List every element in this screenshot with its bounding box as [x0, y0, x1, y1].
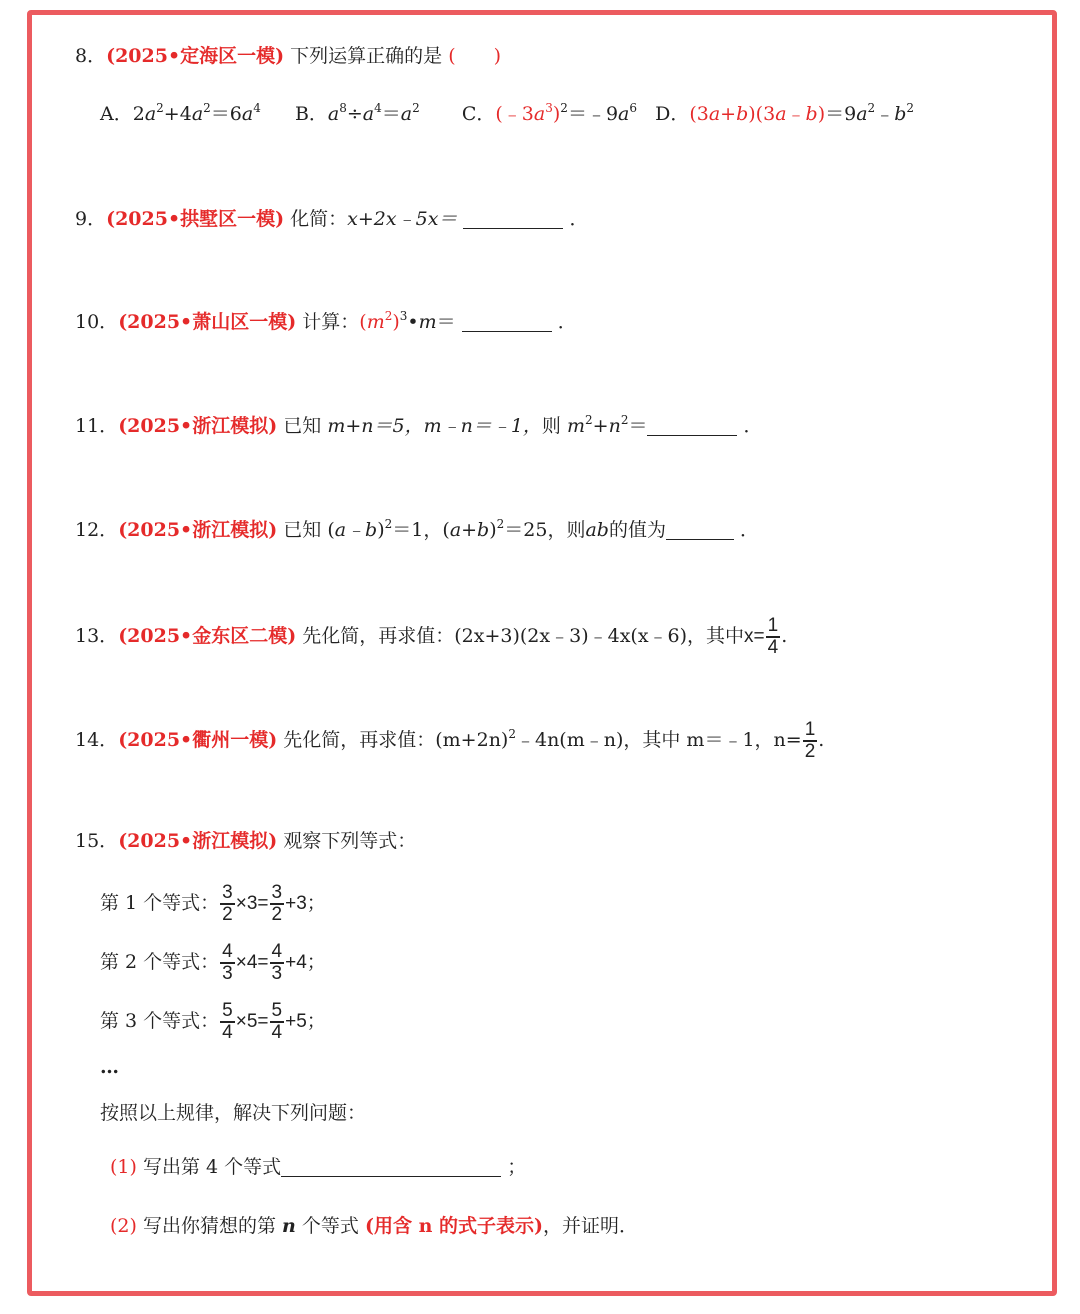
question-text: 已知	[283, 415, 322, 437]
part-2: (2) 写出你猜想的第 n 个等式 (用含 n 的式子表示)，并证明．	[110, 1215, 639, 1237]
question-number: 9．	[75, 208, 107, 230]
answer-blank[interactable]	[666, 519, 734, 540]
question-text: 下列运算正确的是	[290, 45, 443, 67]
question-source: (2025•金东区二模)	[118, 625, 297, 647]
equation-3: 第 3 个等式： $\frac{5}{4}$ ×5= $\frac{5}{4}$ +5；	[100, 1000, 326, 1043]
question-number: 11．	[75, 415, 119, 437]
answer-blank[interactable]	[462, 311, 552, 332]
option-b: B．$a^8\div a^4=a^2$	[294, 101, 420, 125]
question-8	[75, 42, 501, 70]
answer-blank[interactable]	[463, 208, 563, 229]
question-number: 8．	[75, 45, 107, 67]
question-text: 观察下列等式：	[283, 830, 417, 852]
question-number: 15．	[75, 830, 119, 852]
expression: x+2x﹣5x＝	[347, 208, 458, 230]
question-14: 14．(2025•衢州一模) 先化简，再求值：$(m+2n)^2﹣4n(m﹣n)$，其中 m＝﹣1，n= $\frac{1}{2}$ .	[75, 719, 825, 762]
option-c: C．$(﹣3a^3)^2=﹣9a^6$	[461, 101, 637, 125]
expression: (a﹣b)$^2$＝1，$(a+b)^2=25$，则ab的值为	[327, 517, 666, 541]
question-11: 11．(2025•浙江模拟) 已知 m+n＝5，m﹣n＝﹣1，则 $m^2+n^2=$ ．	[75, 413, 763, 437]
answer-blank[interactable]	[281, 1156, 501, 1177]
expression: $m^2+n^2=$	[566, 413, 648, 437]
question-12: 12．(2025•浙江模拟) 已知 (a﹣b)$^2$＝1，$(a+b)^2=25$，则ab的值为 ．	[75, 517, 760, 541]
question-source: (2025•浙江模拟)	[118, 519, 278, 541]
question-text: 计算：	[302, 311, 360, 333]
option-d: D．$(3a+b)(3a﹣b)=9a^2﹣b^2$	[655, 101, 915, 125]
question-number: 13．	[75, 625, 119, 647]
question-number: 12．	[75, 519, 119, 541]
part-1: (1) 写出第 4 个等式 ；	[110, 1156, 527, 1178]
question-number: 10．	[75, 311, 119, 333]
equation-2: 第 2 个等式： $\frac{4}{3}$ ×4= $\frac{4}{3}$ +4；	[100, 941, 326, 984]
question-8-options	[100, 100, 914, 128]
question-source: (2025•浙江模拟)	[118, 415, 278, 437]
question-text: 化简：	[290, 208, 348, 230]
question-source: (2025•定海区一模)	[106, 45, 285, 67]
question-10: 10．(2025•萧山区一模) 计算：$(m^2)^3•m=$ ．	[75, 309, 577, 333]
question-text: 已知	[283, 519, 322, 541]
question-text: 先化简，再求值：(m+2n)	[283, 729, 509, 751]
question-13: 13．(2025•金东区二模) 先化简，再求值：(2x+3)(2x﹣3)﹣4x(x﹣6)，其中x= $\frac{1}{4}$ .	[75, 615, 788, 658]
question-source: (2025•拱墅区一模)	[106, 208, 285, 230]
answer-blank[interactable]	[647, 415, 737, 436]
question-text: 先化简，再求值：(2x+3)(2x﹣3)﹣4x(x﹣6)，其中	[302, 625, 745, 647]
expression: $(m^2)^3•m=$	[359, 309, 456, 333]
question-15	[75, 827, 416, 855]
question-source: (2025•浙江模拟)	[118, 830, 278, 852]
option-a: A．$2a^2+4a^2=6a^4$	[100, 101, 261, 125]
fraction: $\frac{1}{4}$	[767, 615, 779, 658]
equation-1: 第 1 个等式： $\frac{3}{2}$ ×3= $\frac{3}{2}$ +3；	[100, 882, 326, 925]
question-source: (2025•衢州一模)	[118, 729, 278, 751]
instruction: 按照以上规律，解决下列问题：	[100, 1102, 367, 1124]
answer-paren: ( )	[448, 45, 502, 67]
ellipsis: …	[100, 1056, 119, 1078]
question-source: (2025•萧山区一模)	[118, 311, 297, 333]
question-9: 9．(2025•拱墅区一模) 化简：x+2x﹣5x＝ ．	[75, 208, 589, 230]
fraction: $\frac{1}{2}$	[804, 719, 816, 762]
question-number: 14．	[75, 729, 119, 751]
